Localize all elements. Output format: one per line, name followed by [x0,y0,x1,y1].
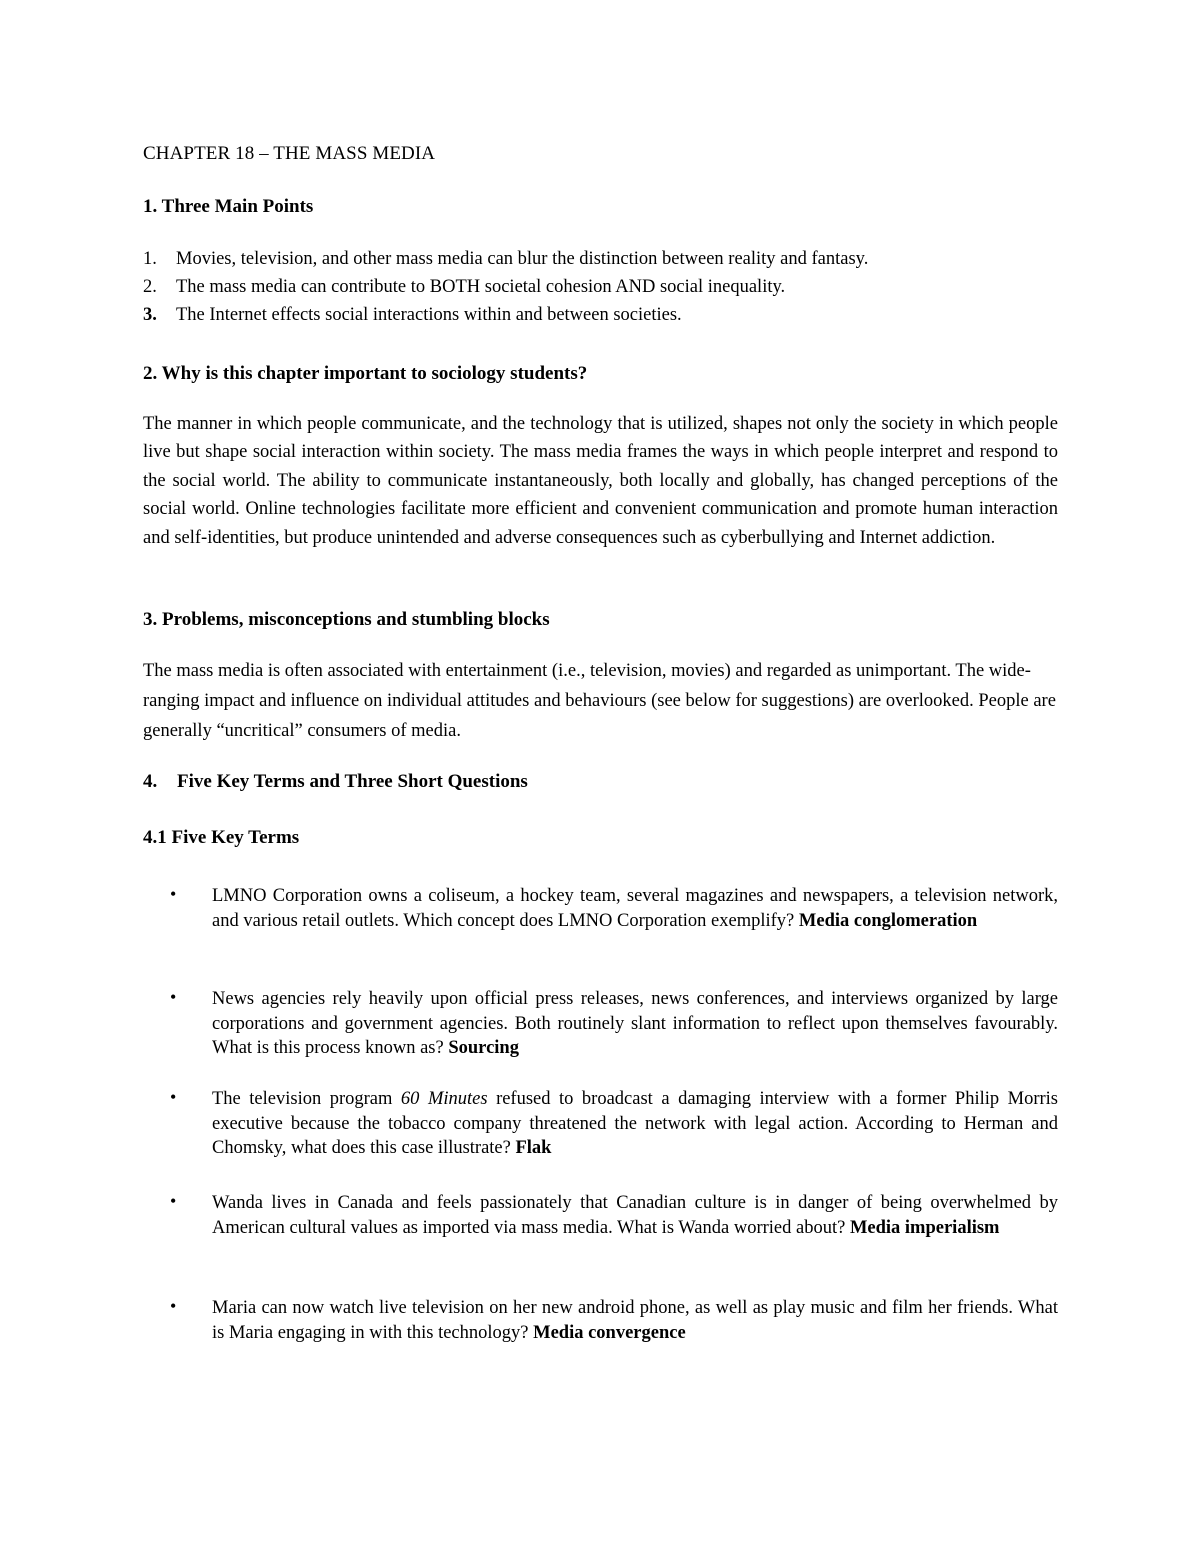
main-point-text: The Internet effects social interactions within and between societies. [176,305,682,325]
bullet-icon: • [170,987,177,1007]
program-title: 60 Minutes [400,1089,488,1109]
key-term-answer: Flak [515,1138,552,1158]
main-point-number: 1. [143,249,157,269]
key-term-text: News agencies rely heavily upon official press releases, news conferences, and interviews organized by large corporations and government agencies. Both routinely slant information to reflect upon themselves favourably. What is this process known as? [212,989,1058,1058]
section-2-heading: 2. Why is this chapter important to sociology students? [143,363,588,384]
bullet-icon: • [170,1087,177,1107]
chapter-title: CHAPTER 18 – THE MASS MEDIA [143,143,436,164]
key-term-answer: Sourcing [448,1038,519,1058]
section-2-body: The manner in which people communicate, and the technology that is utilized, shapes not only the society in which people live but shape social interaction within society. The mass media frames the ways in which people interpret and respond to the social world. The ability to communicate instantaneously, both locally and globally, has changed perceptions of the social world. Online technologies facilitate more efficient and convenient communication and promote human interaction and self-identities, but produce unintended and adverse consequences such as cyberbullying and Internet addiction. [143,414,1058,548]
key-term-answer: Media conglomeration [798,910,978,931]
section-1-heading: 1. Three Main Points [143,196,314,217]
section-4-heading-text: Five Key Terms and Three Short Questions [177,771,528,792]
bullet-icon: • [170,884,177,904]
main-point-text: Movies, television, and other mass media can blur the distinction between reality and fantasy. [176,249,869,269]
key-term-text: LMNO Corporation owns a coliseum, a hockey team, several magazines and newspapers, a television network, and various retail outlets. Which concept does LMNO Corporation exemplify? [212,886,1058,931]
key-term-question [212,1296,1058,1345]
key-term-question [212,987,1058,1061]
key-term-text: Wanda lives in Canada and feels passionately that Canadian culture is in danger of being overwhelmed by American cultural values as imported via mass media. What is Wanda worried about? [212,1193,1058,1238]
main-point-2 [143,277,785,298]
key-term-answer: Media imperialism [849,1217,1000,1238]
section-4-heading [143,771,528,793]
main-point-number: 2. [143,277,157,297]
main-point-number: 3. [143,305,157,325]
bullet-icon: • [170,1191,177,1211]
key-term-answer: Media convergence [533,1322,686,1343]
section-3-heading: 3. Problems, misconceptions and stumbling blocks [143,609,550,630]
main-point-text: The mass media can contribute to BOTH societal cohesion AND social inequality. [176,277,786,297]
section-4-heading-number: 4. [143,771,158,792]
key-term-question [212,1191,1058,1240]
section-4-1-heading: 4.1 Five Key Terms [143,827,300,848]
section-3-body: The mass media is often associated with entertainment (i.e., television, movies) and regarded as unimportant. The wide-ranging impact and influence on individual attitudes and behaviours (see below for suggestions) are overlooked. People are generally “uncritical” consumers of media. [143,661,1056,741]
key-term-text-continued: refused to broadcast a damaging interview with a former Philip Morris executive because the tobacco company threatened the network with legal action. According to Herman and Chomsky, what does this case illustrate? [212,1089,1058,1158]
key-term-text: Maria can now watch live television on her new android phone, as well as play music and film her friends. What is Maria engaging in with this technology? [212,1298,1058,1343]
main-point-3 [143,305,682,326]
bullet-icon: • [170,1296,177,1316]
main-point-1 [143,249,868,270]
key-term-question [212,1087,1058,1161]
key-term-text: The television program [212,1089,401,1109]
key-term-question [212,884,1058,933]
